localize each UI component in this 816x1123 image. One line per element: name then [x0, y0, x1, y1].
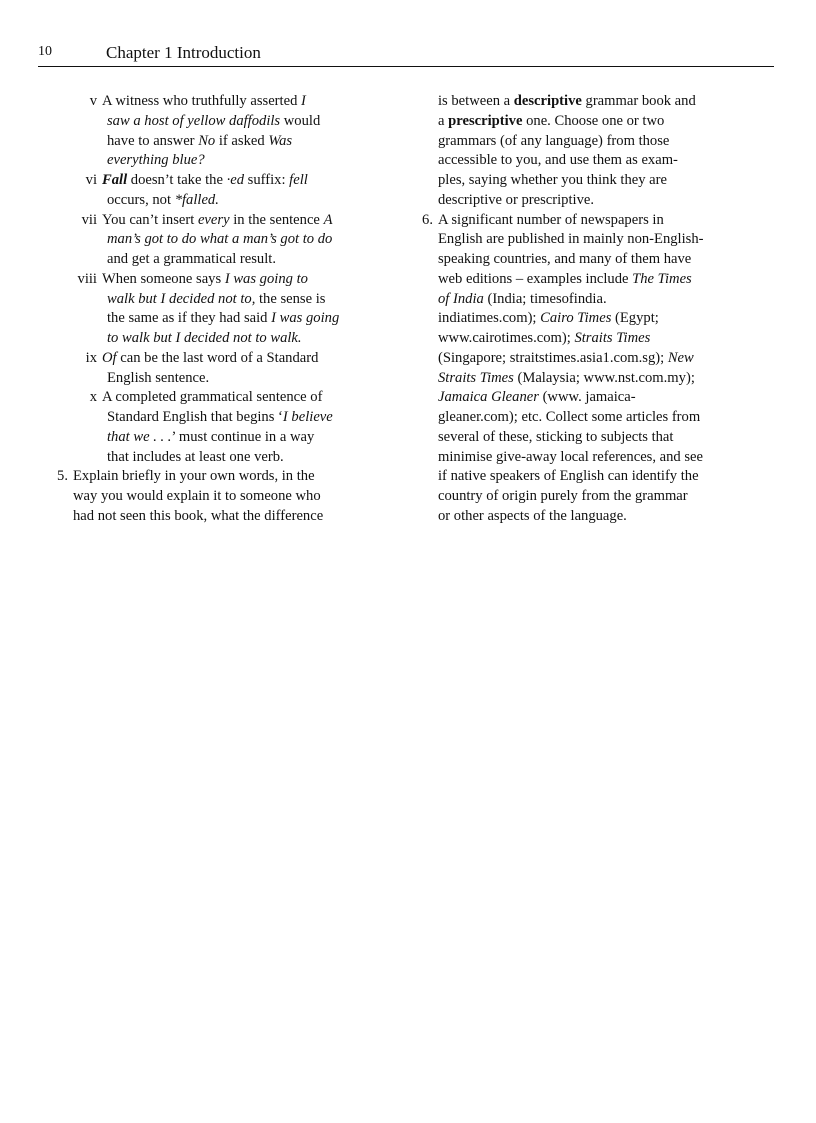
- question-5-continued: is between a descriptive grammar book and a prescriptive one. Choose one or two grammars (of any language) from those accessible to you, and use them as exam- ples, saying whether you think they are descriptive or prescriptive.: [438, 93, 696, 208]
- exercise-item-v: v A witness who truthfully asserted I saw a host of yellow daffodils would have to answer No if asked Was everything blue?: [40, 92, 402, 171]
- exercise-item-vii: vii You can’t insert every in the sentence A man’s got to do what a man’s got to do and get a grammatical result.: [40, 211, 402, 270]
- exercise-item-vi: vi Fall doesn’t take the ·ed suffix: fell occurs, not *falled.: [40, 171, 402, 211]
- exercise-item-ix: ix Of can be the last word of a Standard English sentence.: [40, 349, 402, 389]
- item-numeral: vii: [81, 211, 97, 228]
- right-column: [410, 92, 776, 527]
- page-number: 10: [38, 44, 52, 59]
- header-rule: [38, 66, 774, 67]
- item-numeral: vi: [85, 172, 97, 188]
- question-5: 5. Explain briefly in your own words, in the way you would explain it to someone who had not seen this book, what the difference: [40, 467, 402, 526]
- question-number: 6.: [422, 211, 433, 228]
- item-numeral: viii: [77, 270, 97, 287]
- item-numeral: v: [89, 93, 97, 109]
- question-6: 6. A significant number of newspapers in English are published in mainly non-English- speaking countries, and many of them have web editions – examples include The Times of India (India; timesofindia. indiatimes.com); Cairo Times (Egypt; www.cairotimes.com); Straits Times (Singapore; straitstimes.asia1.com.sg); New Straits Times (Malaysia; www.nst.com.my); Jamaica Gleaner (www. jamaica- gleaner.com); etc. Collect some articles from several of these, sticking to subjects that minimise give-away local references, and see if native speakers of English can identify the country of origin purely from the grammar or other aspects of the language.: [410, 211, 776, 527]
- exercise-item-viii: viii When someone says I was going to walk but I decided not to, the sense is the same as if they had said I was going to walk but I decided not to walk.: [40, 270, 402, 349]
- chapter-title: Chapter 1 Introduction: [106, 43, 261, 62]
- item-numeral: ix: [85, 349, 97, 366]
- left-column: [40, 92, 402, 527]
- question-number: 5.: [57, 468, 68, 485]
- item-numeral: x: [89, 389, 97, 406]
- running-header: [38, 43, 774, 67]
- exercise-item-x: x A completed grammatical sentence of Standard English that begins ‘I believe that we . . .’ must continue in a way that includes at least one verb.: [40, 388, 402, 467]
